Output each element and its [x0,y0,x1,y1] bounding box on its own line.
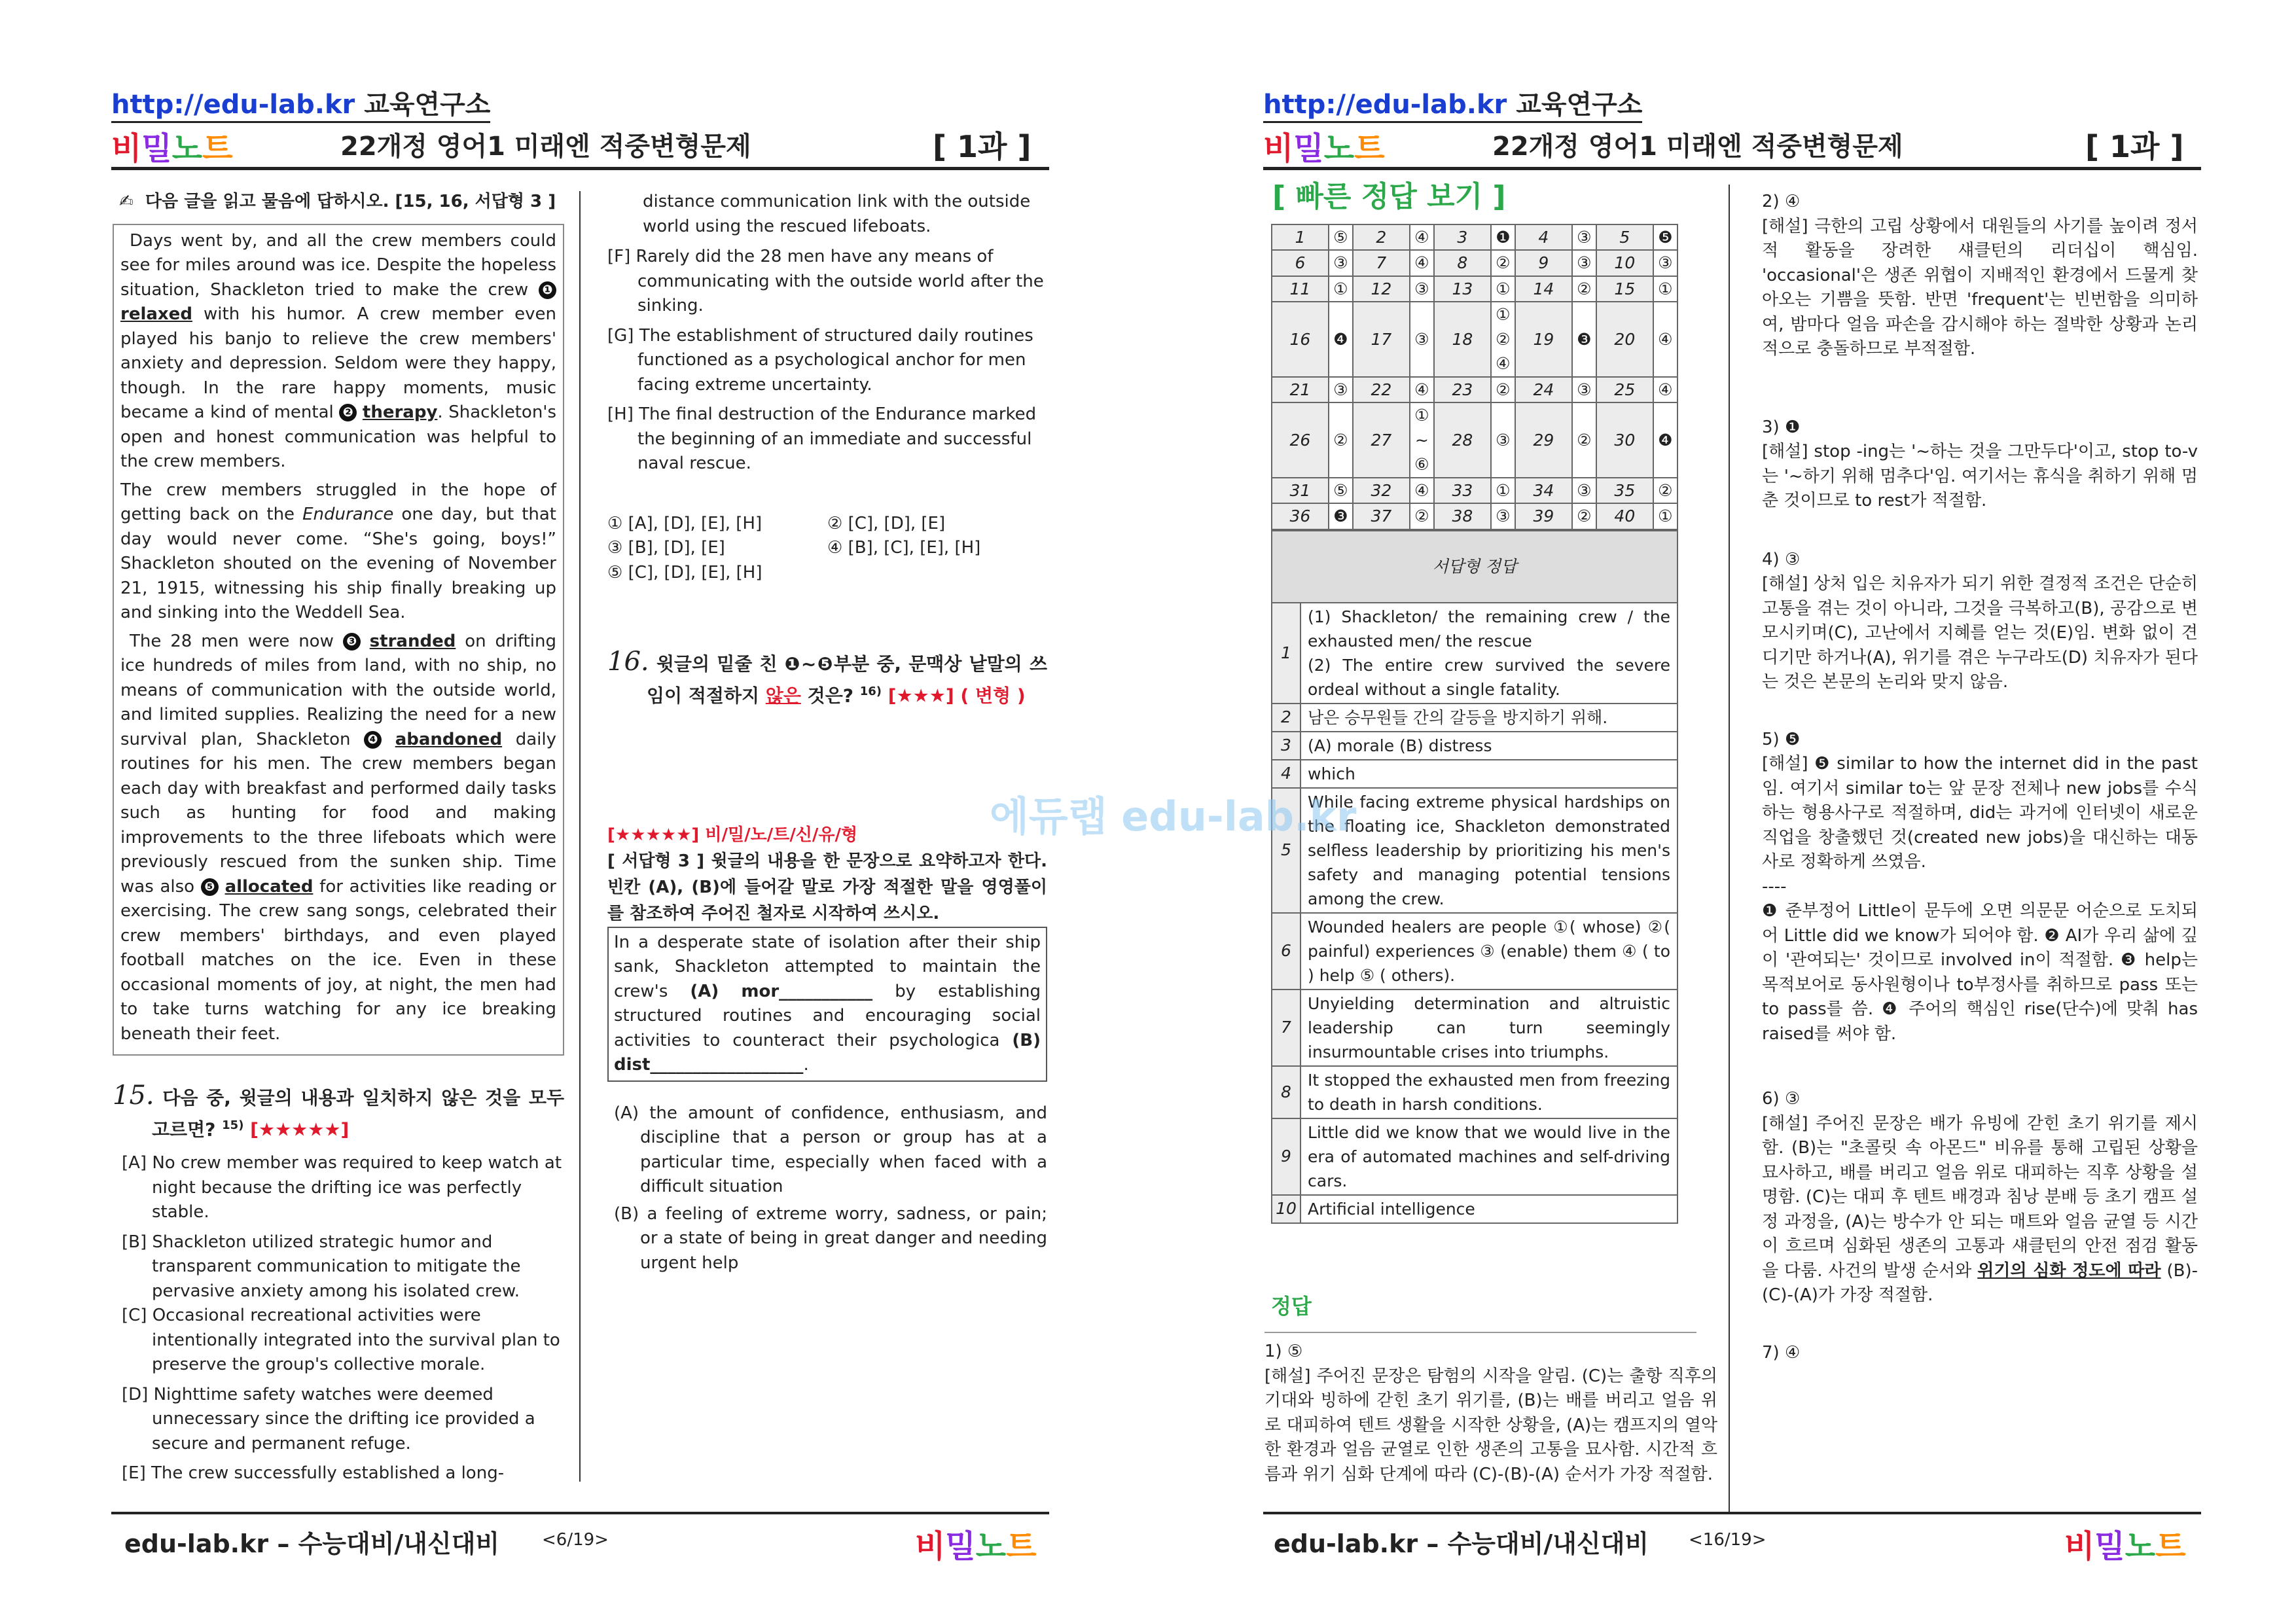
answer-4: 4) ③ [해설] 상처 입은 치유자가 되기 위한 결정적 조건은 단순히 고통을 겪는 것이 아니라, 그것을 극복하고(B), 공감으로 변모시키며(C), 고난에서 지혜를 얻는 것(E)임. 변화 없이 견디기만 하거나(A), 위기를 겪은 누구라도(D) 치유자가 된다는 것은 본문의 논리와 맞지 않음. [1762,549,2198,692]
short-answer-row [1272,704,1677,732]
answer-value: ② [1491,250,1515,276]
answer-value: ① ② ④ [1491,302,1515,377]
answer-1: 1) ⑤ [해설] 주어진 문장은 탐험의 시작을 알림. (C)는 출항 직후의 기대와 빙하에 갇힌 초기 위기를, (B)는 배를 버리고 얼음 위로 대피하여 텐트 생활을 시작한 상황을, (A)는 캠프지의 열악한 환경과 얼음 균열로 인한 생존의 고통을 묘사함. 시간적 흐름과 위기 심화 단계에 따라 (C)-(B)-(A) 순서가 가장 적절함. [1265,1342,1717,1484]
option-g[interactable]: [G] The establishment of structured daily routines functioned as a psychological anchor for men facing extreme uncertainty. [607,325,1033,395]
column-divider [579,191,581,1482]
question-number: 34 [1515,478,1572,504]
answer-value: ② [1572,402,1596,478]
question-number: 13 [1434,276,1491,302]
answer-value: ④ [1410,478,1434,504]
answer-value: ② [1491,377,1515,403]
short-answer-table [1271,530,1678,1224]
answer-grid-row [1272,402,1677,478]
short-answer-row [1272,1118,1677,1195]
short-answer-row [1272,732,1677,760]
q15-options-cont [607,190,1047,240]
question-number: 19 [1515,302,1572,377]
new-type-tag: [★★★★★] 비/밀/노/트/신/유/형 [607,825,858,846]
question-number: 22 [1353,377,1410,403]
short-answer-number: 5 [1272,788,1300,913]
short-answer-number: 6 [1272,913,1300,990]
short-answer-text: Little did we know that we would live in the era of automated machines and self-driving cars. [1300,1118,1677,1195]
answer-value: ❸ [1329,503,1353,529]
answer-value: ③ [1491,503,1515,529]
question-number: 3 [1434,224,1491,251]
answer-grid [1271,224,1678,530]
question-number: 20 [1596,302,1653,377]
header-title: 22개정 영어1 미래엔 적중변형문제 [1492,132,1903,162]
option-d[interactable]: [D] Nighttime safety watches were deemed unnecessary since the drifting ice provided a secure and permanent refuge. [122,1384,535,1454]
q15-choices [607,512,1047,586]
question-number: 21 [1272,377,1329,403]
marker-2-icon: ❷ [339,404,357,421]
answer-value: ② [1653,478,1677,504]
answer-value: ④ [1653,377,1677,403]
question-number: 15 [1596,276,1653,302]
short-answer-heading: 서답형 정답 [1272,531,1677,603]
answer-value: ④ [1653,302,1677,377]
blank-a[interactable]: mor___________ [741,981,873,1001]
short-answer-text: While facing extreme physical hardships on the floating ice, Shackleton demonstrated selfless leadership by prioritizing his men's safety and managing potential tensions among the crew. [1300,788,1677,913]
choice-5[interactable]: ⑤ [C], [D], [E], [H] [607,562,762,582]
answer-value: ② [1329,402,1353,478]
footer-rule [1263,1512,2201,1514]
header-rule [1263,167,2201,170]
answer-value: ③ [1329,250,1353,276]
short-answer-number: 4 [1272,760,1300,788]
answer-value: ④ [1410,377,1434,403]
short-answer-text: (1) Shackleton/ the remaining crew / the exhausted men/ the rescue (2) The entire crew survived the severe ordeal without a single fatality. [1300,603,1677,704]
question-number: 33 [1434,478,1491,504]
option-a[interactable]: [A] No crew member was required to keep watch at night because the drifting ice was perfectly stable. [122,1153,562,1222]
page-number: <16/19> [1689,1530,1767,1550]
answers-rule [1265,1332,1696,1333]
blank-b[interactable]: dist__________________ [614,1055,804,1075]
answer-value: ④ [1410,224,1434,251]
question-number: 1 [1272,224,1329,251]
answer-grid-row [1272,478,1677,504]
marker-4-icon: ❹ [364,731,382,749]
page-number: <6/19> [542,1530,609,1550]
short-answer-text: Wounded healers are people ①( whose) ②( painful) experiences ③ (enable) them ④ ( to ) help ⑤ ( others). [1300,913,1677,990]
passage-paragraph: The crew members struggled in the hope of getting back on the Endurance one day, but that day would never come. “She's going, boys!” Shackleton shouted on the evening of November 21, 1915, witnessing his ship finally breaking up and sinking into the Weddell Sea. [120,480,556,622]
answer-value: ③ [1410,302,1434,377]
explanation-column [1762,190,2198,1365]
question-number: 18 [1434,302,1491,377]
answer-value: ② [1572,503,1596,529]
answer-value: ① [1491,276,1515,302]
answer-value: ① [1653,503,1677,529]
answer-value: ③ [1572,377,1596,403]
question-number: 16 [1272,302,1329,377]
column-divider [1729,185,1730,1513]
question-number: 38 [1434,503,1491,529]
reading-passage [113,224,564,1056]
answer-2: 2) ④ [해설] 극한의 고립 상황에서 대원들의 사기를 높이려 정서적 활동을 장려한 섀클턴의 리더십이 핵심임. 'occasional'은 생존 위협이 지배적인 환경에서 드물게 찾아오는 기쁨을 뜻함. 반면 'frequent'는 빈번함을 의미하여, 밤마다 얼음 파손을 감시해야 하는 절박한 상황과 논리적으로 충돌하므로 부적절함. [1762,192,2198,359]
footer-logo: 비밀노트 [2064,1528,2186,1565]
question-number: 37 [1353,503,1410,529]
question-number: 8 [1434,250,1491,276]
answer-value: ③ [1491,402,1515,478]
question-number: 26 [1272,402,1329,478]
answer-value: ❹ [1653,402,1677,478]
choice-2[interactable]: ② [C], [D], [E] [827,513,946,533]
answer-value: ① [1491,478,1515,504]
short-answer-number: 10 [1272,1195,1300,1223]
answer-value: ② [1572,276,1596,302]
question-number: 25 [1596,377,1653,403]
short-answer-text: which [1300,760,1677,788]
footer-site[interactable]: edu-lab.kr – 수능대비/내신대비 [1274,1529,1649,1558]
header-title: 22개정 영어1 미래엔 적중변형문제 [340,132,751,162]
short-answer-number: 7 [1272,990,1300,1066]
quick-answers-title: [ 빠른 정답 보기 ] [1272,180,1506,213]
choice-4[interactable]: ④ [B], [C], [E], [H] [827,538,981,558]
question-16: 16. 윗글의 밑줄 친 ❶~❺부분 중, 문맥상 낱말의 쓰임이 적절하지 않은 것은? $^{16)}$ [★★★] ( 변형 ) [607,647,1047,707]
logo: 비밀노트 [111,130,233,167]
short-answer-text: (A) morale (B) distress [1300,732,1677,760]
short-answer-number: 8 [1272,1066,1300,1118]
short-answer-number: 2 [1272,704,1300,732]
answer-grid-row [1272,302,1677,377]
answer-3: 3) ❶ [해설] stop -ing는 '~하는 것을 그만두다'이고, stop to-v는 '~하기 위해 멈추다'임. 여기서는 휴식을 취하기 위해 멈춘 것이므로 to rest가 적절함. [1762,417,2198,510]
answer-grid-row [1272,276,1677,302]
answer-value: ① [1653,276,1677,302]
footer-logo: 비밀노트 [915,1528,1037,1565]
short-answer-number: 3 [1272,732,1300,760]
header-url[interactable]: http://edu-lab.kr 교육연구소 [1263,84,1642,123]
question-number: 36 [1272,503,1329,529]
header-section: [ 1과 ] [2085,129,2184,164]
answer-value: ❸ [1572,302,1596,377]
passage-paragraph: Days went by, and all the crew members could see for miles around was ice. Despite the hopeless situation, Shackleton tried to make the crew ❶ relaxed with his humor. A crew member even played his banjo to relieve the crew members' anxiety and depression. Seldom were they happy, though. In the rare happy moments, music became a kind of mental ❷ therapy. Shackleton's open and honest communication was helpful to the crew members. [120,230,556,471]
answer-value: ① [1329,276,1353,302]
question-number: 31 [1272,478,1329,504]
passage-paragraph: The 28 men were now ❸ stranded on drifting ice hundreds of miles from land, with no ship, no means of communication with the outside world, and limited supplies. Realizing the need for a new survival plan, Shackleton ❹ abandoned daily routines for his men. The crew members began each day with breakfast and performed daily tasks such as hunting for food and making improvements to the three lifeboats which were previously rescued from the sunken ship. Time was also ❺ allocated for activities like reading or exercising. The crew sang songs, celebrated their crew members' birthdays, and even played football matches on the ice. Even in these occasional moments of joy, at night, the men had to take turns watching for any ice breaking beneath their feet. [120,631,557,1044]
question-number: 14 [1515,276,1572,302]
answer-value: ❶ [1491,224,1515,251]
answer-value: ❹ [1329,302,1353,377]
short-answer-number: 1 [1272,603,1300,704]
answer-value: ③ [1572,250,1596,276]
answer-value: ① ~ ⑥ [1410,402,1434,478]
answer-value: ③ [1572,478,1596,504]
answer-grid-row [1272,377,1677,403]
short-answer-3: [ 서답형 3 ] 윗글의 내용을 한 문장으로 요약하고자 한다. 빈칸 (A), (B)에 들어갈 말로 가장 적절한 말을 영영풀이를 참조하여 주어진 철자로 시작하여 쓰시오. [607,851,1047,923]
logo: 비밀노트 [1263,130,1385,167]
answer-grid-row [1272,503,1677,529]
answer-value: ③ [1410,276,1434,302]
question-number: 10 [1596,250,1653,276]
instruction: ✍ 다음 글을 읽고 물음에 답하시오. [15, 16, 서답형 3 ] [119,192,556,211]
short-answer-row [1272,990,1677,1066]
header-url[interactable]: http://edu-lab.kr 교육연구소 [111,84,490,123]
answer-value: ④ [1410,250,1434,276]
answer-value: ② [1410,503,1434,529]
footer-rule [111,1512,1049,1514]
question-number: 23 [1434,377,1491,403]
question-number: 11 [1272,276,1329,302]
short-answer-text: It stopped the exhausted men from freezing to death in harsh conditions. [1300,1066,1677,1118]
answer-grid-row [1272,250,1677,276]
header-section: [ 1과 ] [933,129,1031,164]
question-number: 5 [1596,224,1653,251]
answer-grid-row [1272,224,1677,251]
watermark: 에듀랩 edu-lab.kr [990,793,1357,840]
question-number: 9 [1515,250,1572,276]
answer-value: ③ [1572,224,1596,251]
short-answer-number: 9 [1272,1118,1300,1195]
marker-1-icon: ❶ [539,281,556,299]
q15-options [113,1151,564,1486]
question-number: 40 [1596,503,1653,529]
answer-value: ❺ [1653,224,1677,251]
short-answer-row [1272,1066,1677,1118]
answer-6: 6) ③ [해설] 주어진 문장은 배가 유빙에 갇힌 초기 위기를 제시함. (B)는 "초콜릿 속 아몬드" 비유를 통해 고립된 상황을 묘사하고, 배를 버리고 얼음 위로 대피하는 직후 상황을 설명함. (C)는 대피 후 텐트 배경과 침낭 분배 등 초기 캠프 설정 과정을, (A)는 방수가 안 되는 매트와 얼음 균열 등 시간이 흐르며 심화된 생존의 고통과 섀클턴의 안전 점검 활동을 다룸. 사건의 발생 순서와 위기의 심화 정도에 따라 (B)-(C)-(A)가 가장 적절함. [1762,1089,2198,1305]
marker-5-icon: ❺ [201,878,219,896]
question-number: 27 [1353,402,1410,478]
option-h[interactable]: [H] The final destruction of the Endurance marked the beginning of an immediate and successful naval rescue. [607,404,1037,473]
question-number: 24 [1515,377,1572,403]
answer-7: 7) ④ [1762,1342,1801,1363]
question-number: 29 [1515,402,1572,478]
question-number: 35 [1596,478,1653,504]
question-15: 15. 다음 중, 윗글의 내용과 일치하지 않은 것을 모두 고르면? $^{15)}$ [★★★★★] [113,1080,564,1141]
right-column [607,190,1047,1278]
answers-heading: 정답 [1271,1293,1312,1319]
header-rule [111,167,1049,170]
marker-3-icon: ❸ [343,633,361,651]
answer-value: ⑤ [1329,478,1353,504]
choice-3[interactable]: ③ [B], [D], [E] [607,538,725,558]
question-number: 4 [1515,224,1572,251]
answer-value: ③ [1329,377,1353,403]
question-number: 39 [1515,503,1572,529]
short-answer-row [1272,1195,1677,1223]
option-b[interactable]: [B] Shackleton utilized strategic humor and transparent communication to mitigate the pervasive anxiety among his isolated crew. [122,1232,521,1301]
question-number: 7 [1353,250,1410,276]
short-answer-text: 남은 승무원들 간의 갈등을 방지하기 위해. [1300,704,1677,732]
question-number: 32 [1353,478,1410,504]
question-number: 12 [1353,276,1410,302]
gloss-b: (B) a feeling of extreme worry, sadness, or pain; or a state of being in great danger and needing urgent help [614,1204,1047,1273]
gloss-a: (A) the amount of confidence, enthusiasm, and discipline that a person or group has at a particular time, especially when faced with a difficult situation [614,1103,1047,1197]
answer-5: 5) ❺ [해설] ❺ similar to how the internet did in the past임. 여기서 similar to는 앞 문장 전체나 new jobs를 수식하는 형용사구로 적절하며, did는 과거에 인터넷이 새로운 직업을 창출했던 것(created new jobs)을 대신하는 대동사로 정확하게 쓰였음. ---- ❶ 준부정어 Little이 문두에 오면 의문문 어순으로 도치되어 Little did we know가 되어야 함. ❷ AI가 우리 삶에 깊이 '관여되는' 것이므로 involved in이 적절함. ❸ help는 목적보어로 동사원형이나 to부정사를 취하므로 pass 또는 to pass를 씀. ❹ 주어의 핵심인 rise(단수)에 맞춰 has raised를 써야 함. [1762,729,2198,1044]
option-e[interactable]: [E] The crew successfully established a long- [122,1463,505,1484]
question-number: 2 [1353,224,1410,251]
short-answer-text: Unyielding determination and altruistic leadership can turn seemingly insurmountable crises into triumphs. [1300,990,1677,1066]
footer-site[interactable]: edu-lab.kr – 수능대비/내신대비 [124,1529,500,1558]
short-answer-row [1272,603,1677,704]
choice-1[interactable]: ① [A], [D], [E], [H] [607,513,762,533]
answer-value: ③ [1653,250,1677,276]
right-page [990,0,2296,1623]
option-e-continued: distance communication link with the outside world using the rescued lifeboats. [643,192,1031,236]
summary-box: In a desperate state of isolation after their ship sank, Shackleton attempted to maintain the crew's (A) mor___________ by establishing structured routines and encouraging social activities to counteract their psychologica (B) dist__________________. [607,927,1047,1082]
question-number: 17 [1353,302,1410,377]
question-number: 28 [1434,402,1491,478]
option-c[interactable]: [C] Occasional recreational activities were intentionally integrated into the survival plan to preserve the group's collective morale. [122,1306,560,1375]
left-column [113,190,564,1491]
option-f[interactable]: [F] Rarely did the 28 men have any means of communicating with the outside world after the sinking. [607,247,1044,315]
question-number: 6 [1272,250,1329,276]
answer-value: ⑤ [1329,224,1353,251]
question-number: 30 [1596,402,1653,478]
short-answer-row [1272,913,1677,990]
short-answer-text: Artificial intelligence [1300,1195,1677,1223]
pencil-icon: ✍ [119,192,134,211]
